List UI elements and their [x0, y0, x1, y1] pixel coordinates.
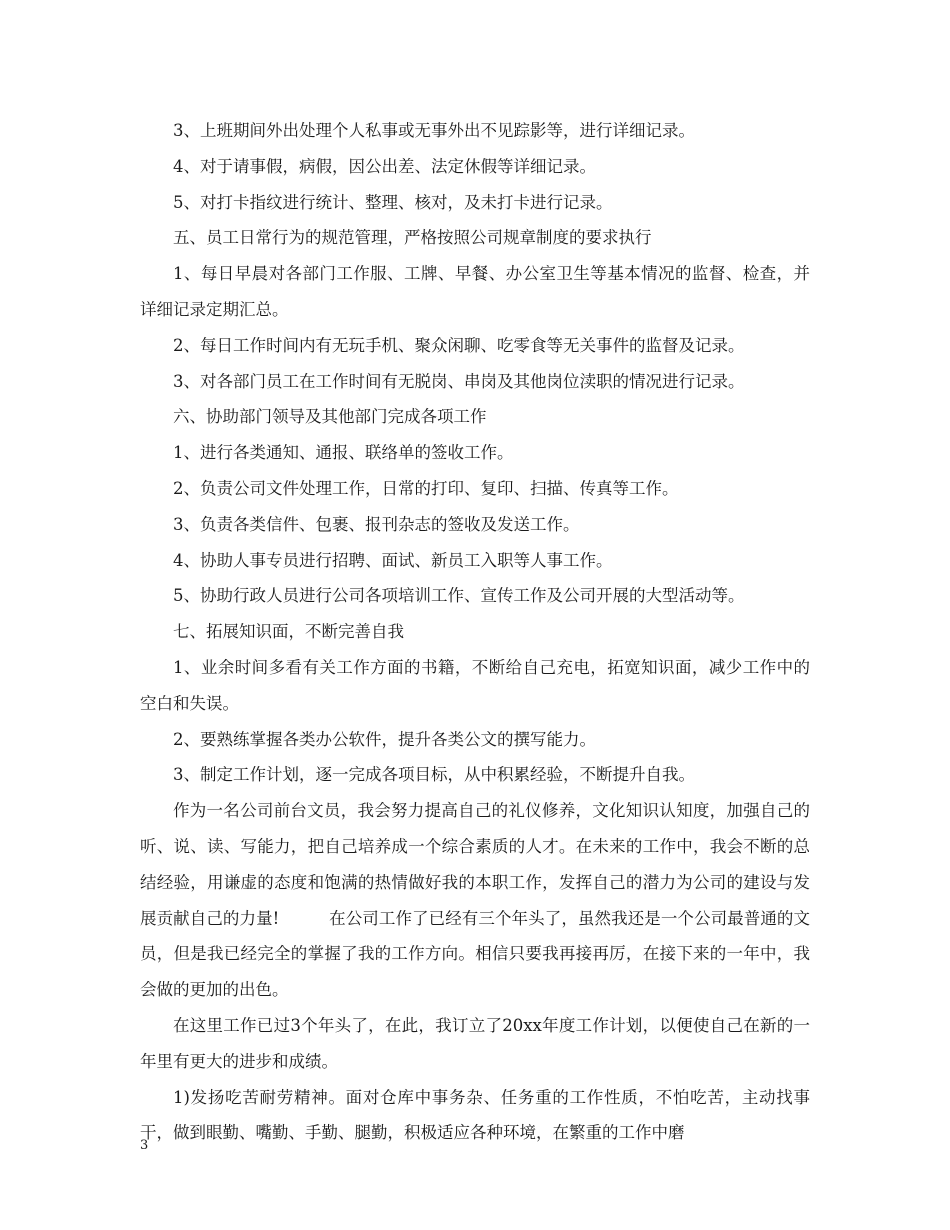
paragraph: 在这里工作已过3个年头了，在此，我订立了20xx年度工作计划，以便使自己在新的一年里有更大的进步和成绩。 — [140, 1015, 810, 1071]
paragraph: 4、协助人事专员进行招聘、面试、新员工入职等人事工作。 — [173, 550, 613, 570]
paragraph: 3、制定工作计划，逐一完成各项目标，从中积累经验，不断提升自我。 — [173, 765, 695, 785]
paragraph: 4、对于请事假，病假，因公出差、法定休假等详细记录。 — [173, 156, 596, 176]
paragraph: 5、协助行政人员进行公司各项培训工作、宣传工作及公司开展的大型活动等。 — [173, 586, 745, 606]
section-heading: 六、协助部门领导及其他部门完成各项工作 — [173, 407, 487, 427]
paragraph: 3、对各部门员工在工作时间有无脱岗、串岗及其他岗位渎职的情况进行记录。 — [173, 371, 745, 391]
section-heading: 五、员工日常行为的规范管理，严格按照公司规章制度的要求执行 — [173, 228, 652, 248]
paragraph: 1、进行各类通知、通报、联络单的签收工作。 — [173, 443, 514, 463]
paragraph: 2、每日工作时间内有无玩手机、聚众闲聊、吃零食等无关事件的监督及记录。 — [173, 335, 745, 355]
paragraph: 1、每日早晨对各部门工作服、工牌、早餐、办公室卫生等基本情况的监督、检查，并详细记录定期汇总。 — [140, 264, 810, 319]
document-body — [140, 113, 810, 1151]
paragraph: 2、要熟练掌握各类办公软件，提升各类公文的撰写能力。 — [173, 729, 596, 749]
paragraph: 3、负责各类信件、包裹、报刊杂志的签收及发送工作。 — [173, 514, 580, 534]
paragraph: 1)发扬吃苦耐劳精神。面对仓库中事务杂、任务重的工作性质，不怕吃苦，主动找事干，做到眼勤、嘴勤、手勤、腿勤，积极适应各种环境，在繁重的工作中磨 — [140, 1087, 810, 1143]
paragraph: 2、负责公司文件处理工作，日常的打印、复印、扫描、传真等工作。 — [173, 478, 679, 498]
section-heading: 七、拓展知识面，不断完善自我 — [173, 622, 404, 642]
paragraph: 5、对打卡指纹进行统计、整理、核对，及未打卡进行记录。 — [173, 192, 613, 212]
paragraph: 1、业余时间多看有关工作方面的书籍，不断给自己充电，拓宽知识面，减少工作中的空白和失误。 — [140, 657, 810, 713]
paragraph: 3、上班期间外出处理个人私事或无事外出不见踪影等，进行详细记录。 — [173, 121, 695, 140]
page-number: 3 — [140, 1138, 149, 1153]
paragraph: 作为一名公司前台文员，我会努力提高自己的礼仪修养，文化知识认知度，加强自己的听、说、读、写能力，把自己培养成一个综合素质的人才。在未来的工作中，我会不断的总结经验，用谦虚的态度和饱满的热情做好我的本职工作，发挥自己的潜力为公司的建设与发展贡献自己的力量! 在公司工作了已经有三个年头了，虽然我还是一个公司最普通的文员，但是我已经完全的掌握了我的工作方向。相信只要我再接再厉，在接下来的一年中，我会做的更加的出色。 — [140, 801, 810, 1000]
